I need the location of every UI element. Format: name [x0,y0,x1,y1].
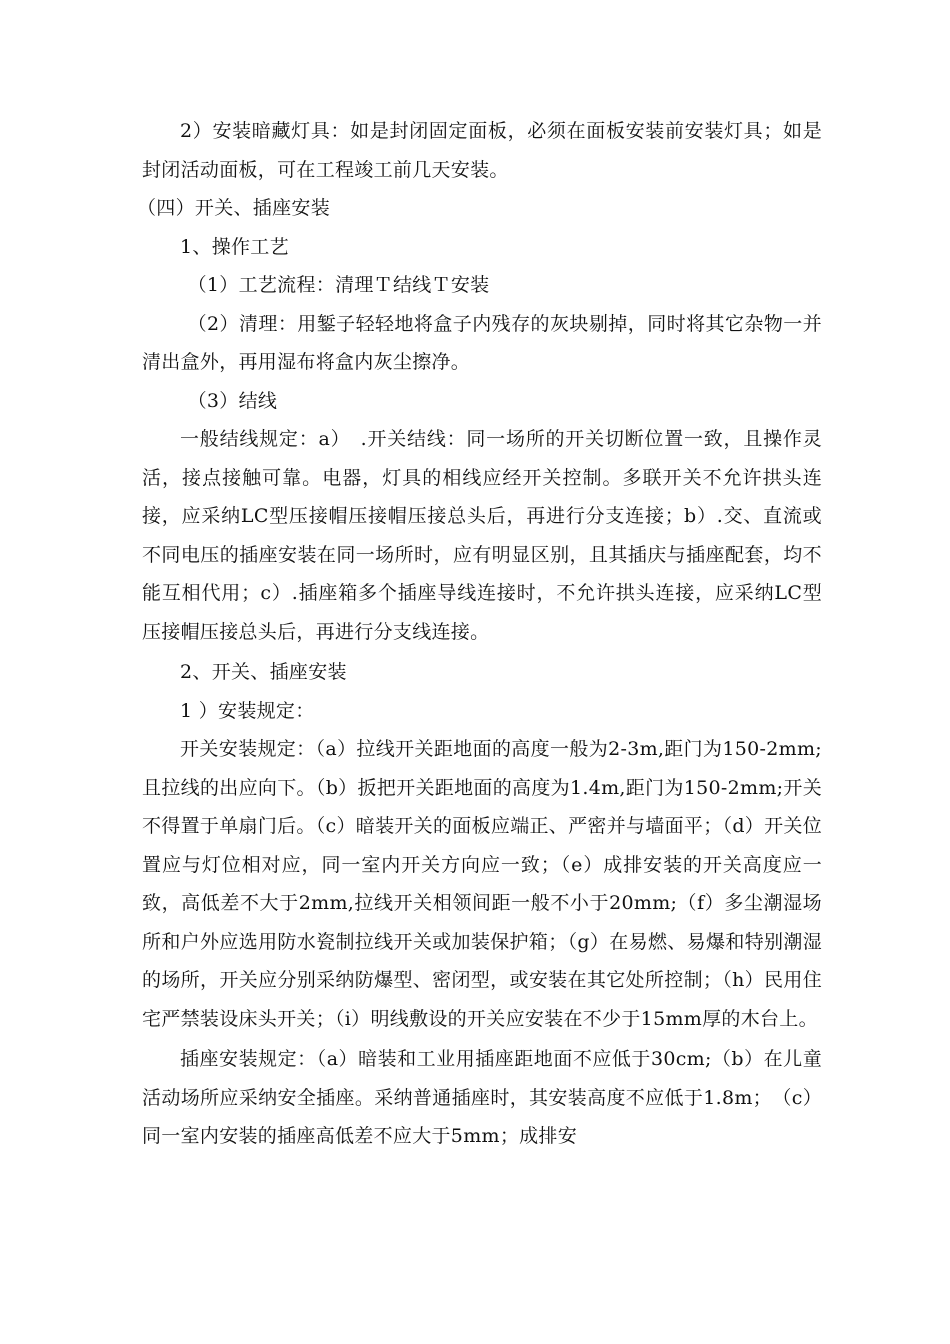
paragraph-wiring-heading: （3）结线 [187,389,278,412]
paragraph-wiring-rules: 一般结线规定：a） .开关结线：同一场所的开关切断位置一致，且操作灵活，接点接触可靠。电器，灯具的相线应经开关控制。多联开关不允许拱头连接，应采纳LC型压接帽压接帽压接总头后，再进行分支连接；b）.交、直流或不同电压的插座安装在同一场所时，应有明显区别，且其插庆与插座配套，均不能互相代用；c）.插座箱多个插座导线连接时，不允许拱头连接，应采纳LC型压接帽压接总头后，再进行分支线连接。 [142,428,822,643]
paragraph-socket-install-rules: 插座安装规定：（a）暗装和工业用插座距地面不应低于30cm;（b）在儿童活动场所应采纳安全插座。采纳普通插座时，其安装高度不应低于1.8m； （c）同一室内安装的插座高低差不应大于5mm；成排安 [142,1048,822,1147]
document-body [137,112,822,1156]
subheading-operation-process: 1、操作工艺 [180,235,289,258]
subheading-switch-socket-install: 2、开关、插座安装 [180,661,347,683]
section-heading-switch-socket: （四）开关、插座安装 [137,197,331,219]
paragraph-process-flow: （1）工艺流程：清理Ｔ结线Ｔ安装 [187,274,490,296]
paragraph-cleaning: （2）清理：用錾子轻轻地将盒子内残存的灰块剔掉，同时将其它杂物一并清出盒外，再用湿布将盒内灰尘擦净。 [142,312,822,373]
paragraph-hidden-lamp-install: 2）安装暗藏灯具：如是封闭固定面板，必须在面板安装前安装灯具；如是封闭活动面板，可在工程竣工前几天安装。 [142,120,822,181]
paragraph-switch-install-rules: 开关安装规定：（a）拉线开关距地面的高度一般为2-3m,距门为150-2mm;且拉线的出应向下。（b）扳把开关距地面的高度为1.4m,距门为150-2mm;开关不得置于单扇门后。（c）暗装开关的面板应端正、严密并与墙面平；（d）开关位置应与灯位相对应，同一室内开关方向应一致；（e）成排安装的开关高度应一致，高低差不大于2mm,拉线开关相领间距一般不小于20mm;（f）多尘潮湿场所和户外应选用防水瓷制拉线开关或加装保护箱；（g）在易燃、易爆和特别潮湿的场所，开关应分别采纳防爆型、密闭型，或安装在其它处所控制；（h）民用住宅严禁装设床头开关；（i）明线敷设的开关应安装在不少于15mm厚的木台上。 [142,738,822,1030]
subheading-install-rules: 1 ）安装规定： [180,699,315,722]
